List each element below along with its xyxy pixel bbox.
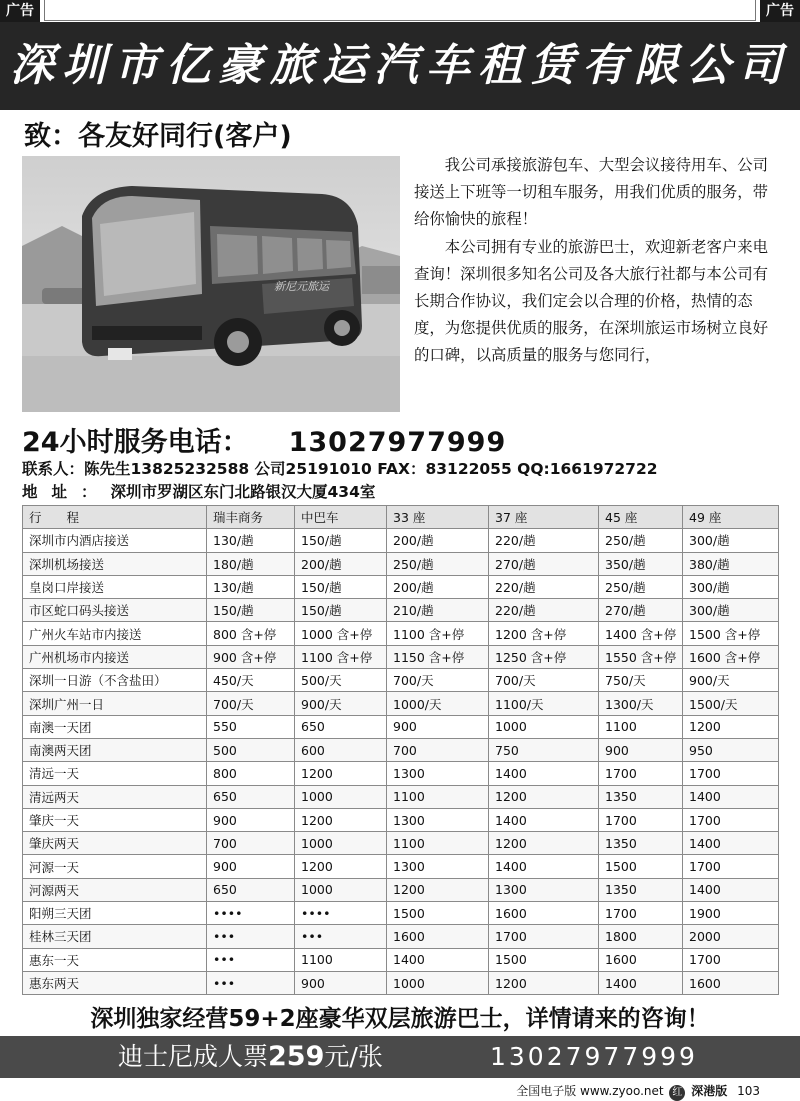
price-cell: 1400 <box>387 948 489 971</box>
price-cell: 900 含+停 <box>207 645 295 668</box>
price-cell: 200/趟 <box>387 529 489 552</box>
price-cell: 900 <box>207 855 295 878</box>
price-cell: 1200 含+停 <box>489 622 599 645</box>
intro-paragraph: 本公司拥有专业的旅游巴士，欢迎新老客户来电查询！深圳很多知名公司及各大旅行社都与本公司有长期合作协议，我们定会以合理的价格，热情的态度，为您提供优质的服务，在深圳旅运市场树立良好的口碑，以高质量的服务与您同行， <box>414 237 769 365</box>
intro-paragraph: 我公司承接旅游包车、大型会议接待用车、公司接送上下班等一切租车服务，用我们优质的服务，带给你愉快的旅程！ <box>414 156 769 229</box>
page-number: 103 <box>737 1084 760 1098</box>
price-cell: 1400 <box>489 808 599 831</box>
price-cell: 1100 <box>387 832 489 855</box>
disney-phone[interactable]: 13027977999 <box>490 1042 698 1071</box>
price-cell: 1600 <box>683 971 779 994</box>
price-cell: 1500 <box>387 902 489 925</box>
price-cell: 210/趟 <box>387 599 489 622</box>
price-cell: 1200 <box>489 971 599 994</box>
price-cell: 1250 含+停 <box>489 645 599 668</box>
price-cell: 1000 <box>295 785 387 808</box>
header-49-seat: 49 座 <box>683 506 779 529</box>
price-cell: 900 <box>295 971 387 994</box>
price-cell: 150/趟 <box>295 575 387 598</box>
route-cell: 阳朔三天团 <box>23 902 207 925</box>
price-cell: 1400 <box>489 762 599 785</box>
price-cell: 200/趟 <box>387 575 489 598</box>
hotline-label: 24小时服务电话： <box>22 427 249 458</box>
price-cell: 1700 <box>683 762 779 785</box>
route-cell: 肇庆两天 <box>23 832 207 855</box>
price-cell: 1700 <box>683 855 779 878</box>
price-cell: 650 <box>207 878 295 901</box>
address-label: 地址： <box>22 483 111 501</box>
route-cell: 广州火车站市内接送 <box>23 622 207 645</box>
table-row <box>23 785 779 808</box>
price-cell: 270/趟 <box>489 552 599 575</box>
price-cell: 1600 含+停 <box>683 645 779 668</box>
price-cell: 1150 含+停 <box>387 645 489 668</box>
table-row <box>23 808 779 831</box>
price-cell: 1400 <box>683 832 779 855</box>
price-cell: 300/趟 <box>683 599 779 622</box>
table-row <box>23 575 779 598</box>
price-cell: 1700 <box>599 762 683 785</box>
ad-label-left: 广告 <box>0 0 40 22</box>
price-cell: 500/天 <box>295 669 387 692</box>
route-cell: 深圳市内酒店接送 <box>23 529 207 552</box>
price-cell: •••• <box>295 902 387 925</box>
price-cell: 1350 <box>599 785 683 808</box>
route-cell: 深圳一日游（不含盐田） <box>23 669 207 692</box>
price-cell: 250/趟 <box>599 575 683 598</box>
header-45-seat: 45 座 <box>599 506 683 529</box>
page-footer <box>516 1082 760 1101</box>
price-cell: 900/天 <box>295 692 387 715</box>
price-cell: ••• <box>207 925 295 948</box>
footer-edition: 深港版 <box>691 1084 728 1098</box>
table-row <box>23 622 779 645</box>
company-title: 深圳市亿豪旅运汽车租赁有限公司 <box>10 40 790 91</box>
price-cell: 550 <box>207 715 295 738</box>
price-cell: 950 <box>683 738 779 761</box>
contact-line: 联系人：陈先生13825232588 公司25191010 FAX：83122055 QQ:1661972722 <box>22 460 658 478</box>
price-cell: 1100 含+停 <box>295 645 387 668</box>
hotline-number[interactable]: 13027977999 <box>288 427 507 458</box>
table-row <box>23 971 779 994</box>
price-cell: 700 <box>207 832 295 855</box>
price-cell: 1900 <box>683 902 779 925</box>
price-cell: 750/天 <box>599 669 683 692</box>
price-cell: 1000 含+停 <box>295 622 387 645</box>
price-cell: 500 <box>207 738 295 761</box>
table-header-row <box>23 506 779 529</box>
disney-text: 迪士尼成人票 <box>118 1042 269 1071</box>
hotline <box>22 420 506 459</box>
ad-divider <box>44 0 756 21</box>
table-row <box>23 738 779 761</box>
price-cell: 1200 <box>295 762 387 785</box>
price-cell: 250/趟 <box>387 552 489 575</box>
price-cell: 1100 <box>295 948 387 971</box>
address-value: 深圳市罗湖区东门北路银汉大厦434室 <box>110 483 376 501</box>
price-cell: 1100/天 <box>489 692 599 715</box>
price-cell: 650 <box>295 715 387 738</box>
price-cell: 220/趟 <box>489 529 599 552</box>
price-cell: 900/天 <box>683 669 779 692</box>
footer-site[interactable]: 全国电子版 www.zyoo.net <box>516 1084 664 1098</box>
price-cell: 200/趟 <box>295 552 387 575</box>
promo-banner: 深圳独家经营59+2座豪华双层旅游巴士，详情请来的咨询！ <box>90 1006 710 1032</box>
route-cell: 南澳两天团 <box>23 738 207 761</box>
price-cell: 130/趟 <box>207 575 295 598</box>
price-cell: 1600 <box>387 925 489 948</box>
title-banner <box>0 22 800 110</box>
route-cell: 市区蛇口码头接送 <box>23 599 207 622</box>
table-row <box>23 529 779 552</box>
header-minibus: 中巴车 <box>295 506 387 529</box>
disney-price: 259 <box>268 1041 325 1072</box>
route-cell: 河源一天 <box>23 855 207 878</box>
route-cell: 清远两天 <box>23 785 207 808</box>
table-row <box>23 902 779 925</box>
address-line <box>22 480 375 502</box>
red-badge-icon: 红 <box>669 1085 685 1101</box>
price-cell: ••• <box>207 948 295 971</box>
price-cell: 1700 <box>489 925 599 948</box>
price-cell: 150/趟 <box>207 599 295 622</box>
price-cell: 1700 <box>683 948 779 971</box>
price-cell: 1300 <box>387 808 489 831</box>
price-cell: ••• <box>295 925 387 948</box>
price-cell: 1100 <box>599 715 683 738</box>
route-cell: 河源两天 <box>23 878 207 901</box>
table-row <box>23 692 779 715</box>
price-cell: 1800 <box>599 925 683 948</box>
price-cell: 300/趟 <box>683 575 779 598</box>
price-cell: 220/趟 <box>489 599 599 622</box>
price-cell: 1400 含+停 <box>599 622 683 645</box>
table-row <box>23 599 779 622</box>
price-cell: 1400 <box>683 785 779 808</box>
price-cell: 900 <box>207 808 295 831</box>
header-33-seat: 33 座 <box>387 506 489 529</box>
bus-illustration <box>22 156 400 412</box>
price-cell: 1400 <box>489 855 599 878</box>
price-cell: 800 含+停 <box>207 622 295 645</box>
route-cell: 惠东两天 <box>23 971 207 994</box>
price-cell: 1300 <box>387 762 489 785</box>
table-row <box>23 715 779 738</box>
price-cell: 600 <box>295 738 387 761</box>
price-cell: 700/天 <box>207 692 295 715</box>
price-cell: 700/天 <box>489 669 599 692</box>
bus-photo <box>22 156 400 412</box>
route-cell: 桂林三天团 <box>23 925 207 948</box>
price-cell: 1400 <box>683 878 779 901</box>
price-cell: 900 <box>387 715 489 738</box>
price-cell: ••• <box>207 971 295 994</box>
price-cell: 1700 <box>599 808 683 831</box>
price-cell: 1700 <box>599 902 683 925</box>
route-cell: 肇庆一天 <box>23 808 207 831</box>
price-cell: 1100 <box>387 785 489 808</box>
price-cell: 1000 <box>489 715 599 738</box>
price-cell: 700/天 <box>387 669 489 692</box>
route-cell: 深圳广州一日 <box>23 692 207 715</box>
greeting: 致：各友好同行(客户) <box>24 121 292 152</box>
price-cell: 450/天 <box>207 669 295 692</box>
ad-bar <box>0 0 800 22</box>
price-cell: 180/趟 <box>207 552 295 575</box>
price-cell: 1500 含+停 <box>683 622 779 645</box>
price-cell: 1700 <box>683 808 779 831</box>
price-cell: 2000 <box>683 925 779 948</box>
table-row <box>23 552 779 575</box>
price-cell: 1000/天 <box>387 692 489 715</box>
price-cell: 650 <box>207 785 295 808</box>
price-cell: 1200 <box>295 855 387 878</box>
price-cell: 1600 <box>489 902 599 925</box>
price-cell: 1600 <box>599 948 683 971</box>
price-cell: 1000 <box>295 878 387 901</box>
table-body <box>23 529 779 995</box>
price-cell: •••• <box>207 902 295 925</box>
header-business-van: 瑞丰商务 <box>207 506 295 529</box>
price-cell: 350/趟 <box>599 552 683 575</box>
table-row <box>23 762 779 785</box>
route-cell: 深圳机场接送 <box>23 552 207 575</box>
bus-sign-text: 新尼元旅运 <box>274 280 329 293</box>
table-row <box>23 669 779 692</box>
price-cell: 1200 <box>387 878 489 901</box>
price-cell: 150/趟 <box>295 529 387 552</box>
price-cell: 700 <box>387 738 489 761</box>
price-cell: 220/趟 <box>489 575 599 598</box>
price-table <box>22 505 779 995</box>
intro-text <box>414 152 774 370</box>
route-cell: 皇岗口岸接送 <box>23 575 207 598</box>
table-row <box>23 925 779 948</box>
price-cell: 1200 <box>489 785 599 808</box>
price-cell: 1500 <box>489 948 599 971</box>
price-cell: 270/趟 <box>599 599 683 622</box>
price-cell: 900 <box>599 738 683 761</box>
price-cell: 1500/天 <box>683 692 779 715</box>
ad-label-right: 广告 <box>760 0 800 22</box>
header-route: 行 程 <box>23 506 207 529</box>
route-cell: 南澳一天团 <box>23 715 207 738</box>
disney-unit: 元/张 <box>324 1042 383 1071</box>
price-cell: 1000 <box>295 832 387 855</box>
table-row <box>23 855 779 878</box>
price-cell: 380/趟 <box>683 552 779 575</box>
price-cell: 300/趟 <box>683 529 779 552</box>
price-cell: 1200 <box>489 832 599 855</box>
table-row <box>23 948 779 971</box>
price-cell: 750 <box>489 738 599 761</box>
price-cell: 1400 <box>599 971 683 994</box>
price-cell: 1300 <box>387 855 489 878</box>
disney-ticket-offer <box>118 1036 383 1078</box>
price-cell: 1300/天 <box>599 692 683 715</box>
price-cell: 1200 <box>295 808 387 831</box>
price-cell: 250/趟 <box>599 529 683 552</box>
price-cell: 800 <box>207 762 295 785</box>
route-cell: 惠东一天 <box>23 948 207 971</box>
price-cell: 1300 <box>489 878 599 901</box>
route-cell: 广州机场市内接送 <box>23 645 207 668</box>
price-cell: 130/趟 <box>207 529 295 552</box>
disney-ticket-bar <box>0 1036 800 1078</box>
table-row <box>23 832 779 855</box>
header-37-seat: 37 座 <box>489 506 599 529</box>
price-cell: 1550 含+停 <box>599 645 683 668</box>
price-cell: 1100 含+停 <box>387 622 489 645</box>
price-cell: 1350 <box>599 878 683 901</box>
route-cell: 清远一天 <box>23 762 207 785</box>
price-cell: 1500 <box>599 855 683 878</box>
table-row <box>23 878 779 901</box>
price-cell: 150/趟 <box>295 599 387 622</box>
price-cell: 1200 <box>683 715 779 738</box>
table-row <box>23 645 779 668</box>
price-cell: 1350 <box>599 832 683 855</box>
price-cell: 1000 <box>387 971 489 994</box>
